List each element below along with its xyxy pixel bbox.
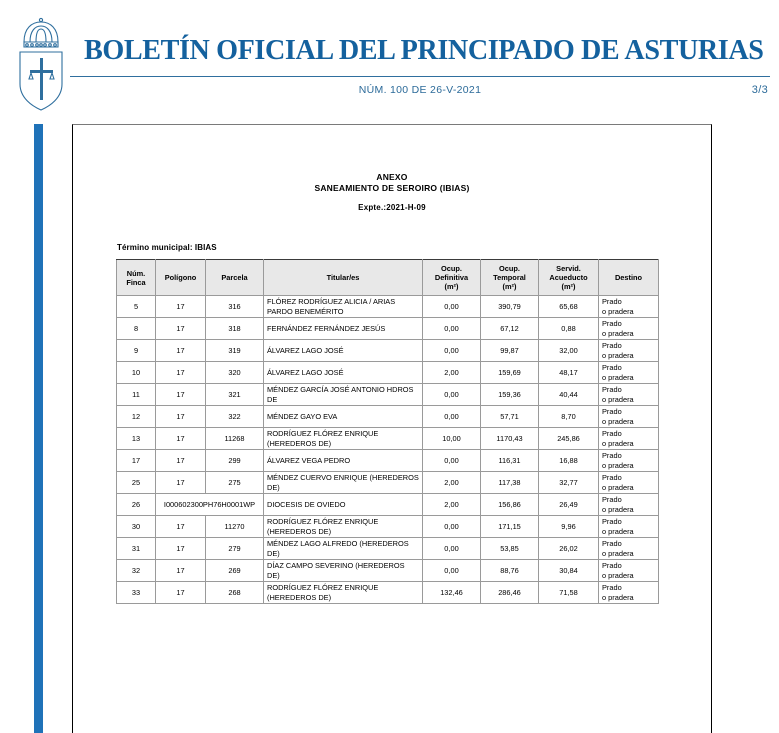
cell-destino [599,538,659,560]
destino-line-2: o pradera [602,504,634,514]
column-header-poligono: Polígono [156,260,206,296]
cell-ocupacion-definitiva: 2,00 [423,472,481,494]
cell-destino [599,406,659,428]
cell-poligono: 17 [156,296,206,318]
cell-finca: 8 [117,318,156,340]
destino-line-1: Prado [602,341,622,350]
column-header-titular: Titular/es [264,260,423,296]
destino-line-2: o pradera [602,328,634,338]
cell-servidumbre-acueducto: 48,17 [539,362,599,384]
municipality-label: Término municipal: IBIAS [117,243,217,252]
cell-poligono: 17 [156,340,206,362]
cell-destino [599,582,659,604]
destino-line-1: Prado [602,319,622,328]
table-row [117,560,659,582]
cell-servidumbre-acueducto: 245,86 [539,428,599,450]
cell-finca: 5 [117,296,156,318]
column-header-servidumbre-acueducto [539,260,599,296]
cell-ocupacion-temporal: 53,85 [481,538,539,560]
ocupdef-header-line-3: (m²) [444,282,459,291]
destino-line-1: Prado [602,517,622,526]
cell-ocupacion-definitiva: 0,00 [423,538,481,560]
annex-title [72,172,712,194]
cell-servidumbre-acueducto: 26,02 [539,538,599,560]
cell-parcela: 316 [206,296,264,318]
cell-destino [599,362,659,384]
cell-parcela: 11270 [206,516,264,538]
cell-servidumbre-acueducto: 32,77 [539,472,599,494]
issue-line [70,84,770,100]
table-row [117,406,659,428]
cell-destino [599,494,659,516]
cell-finca: 13 [117,428,156,450]
cell-parcela: 269 [206,560,264,582]
cell-finca: 26 [117,494,156,516]
ocuptmp-header-line-3: (m²) [502,282,517,291]
expediente-number: Expte.:2021-H-09 [358,203,426,212]
table-row [117,340,659,362]
cell-poligono: 17 [156,428,206,450]
page-title: BOLETÍN OFICIAL DEL PRINCIPADO DE ASTURIAS [84,34,764,66]
servid-header-line-2: Acueducto [549,273,588,282]
destino-line-2: o pradera [602,350,634,360]
cell-destino [599,296,659,318]
table-header-row [117,260,659,296]
cell-parcela: 299 [206,450,264,472]
cell-servidumbre-acueducto: 40,44 [539,384,599,406]
column-header-ocupacion-temporal [481,260,539,296]
destino-line-1: Prado [602,473,622,482]
cell-ocupacion-definitiva: 2,00 [423,494,481,516]
cell-servidumbre-acueducto: 65,68 [539,296,599,318]
destino-line-2: o pradera [602,306,634,316]
cell-ocupacion-definitiva: 2,00 [423,362,481,384]
cell-titular: RODRÍGUEZ FLÓREZ ENRIQUE (HEREDEROS DE) [264,428,423,450]
table-row [117,384,659,406]
cell-finca: 33 [117,582,156,604]
cell-titular: RODRÍGUEZ FLÓREZ ENRIQUE (HEREDEROS DE) [264,582,423,604]
cell-ocupacion-definitiva: 0,00 [423,296,481,318]
cell-ocupacion-temporal: 171,15 [481,516,539,538]
destino-line-1: Prado [602,385,622,394]
cell-parcela: 320 [206,362,264,384]
cell-ocupacion-definitiva: 0,00 [423,384,481,406]
masthead-divider [70,76,770,77]
cell-ocupacion-temporal: 57,71 [481,406,539,428]
cell-ocupacion-temporal: 159,69 [481,362,539,384]
cell-servidumbre-acueducto: 32,00 [539,340,599,362]
destino-line-2: o pradera [602,460,634,470]
cell-titular: MÉNDEZ LAGO ALFREDO (HEREDEROS DE) [264,538,423,560]
destino-line-2: o pradera [602,438,634,448]
asturias-coat-of-arms-icon [10,12,72,112]
cell-titular: ÁLVAREZ VEGA PEDRO [264,450,423,472]
cell-destino [599,560,659,582]
cell-finca: 25 [117,472,156,494]
cell-poligono: 17 [156,384,206,406]
side-accent-bar [34,124,43,733]
cell-titular: ÁLVAREZ LAGO JOSÉ [264,362,423,384]
cell-titular: RODRÍGUEZ FLÓREZ ENRIQUE (HEREDEROS DE) [264,516,423,538]
cell-ocupacion-temporal: 67,12 [481,318,539,340]
cell-servidumbre-acueducto: 26,49 [539,494,599,516]
servid-header-line-3: (m²) [561,282,576,291]
cell-titular: FLÓREZ RODRÍGUEZ ALICIA / ARIAS PARDO BENEMÉRITO [264,296,423,318]
destino-line-2: o pradera [602,416,634,426]
cell-destino [599,318,659,340]
destino-line-1: Prado [602,539,622,548]
destino-line-2: o pradera [602,526,634,536]
annex-title-line-2: SANEAMIENTO DE SEROIRO (IBIAS) [314,183,470,193]
column-header-ocupacion-definitiva [423,260,481,296]
table-row [117,450,659,472]
finca-header-line-1: Núm. [126,268,146,278]
table-row [117,472,659,494]
cell-finca: 32 [117,560,156,582]
ocupdef-header-line-1: Ocup. [441,264,462,273]
cell-servidumbre-acueducto: 30,84 [539,560,599,582]
cell-destino [599,472,659,494]
destino-line-1: Prado [602,363,622,372]
destino-line-2: o pradera [602,570,634,580]
cell-ocupacion-temporal: 99,87 [481,340,539,362]
annex-title-line-1: ANEXO [376,172,408,182]
table-row [117,362,659,384]
cell-ocupacion-temporal: 88,76 [481,560,539,582]
cell-cadastral-reference: I000602300PH76H0001WP [156,494,264,516]
table-row [117,296,659,318]
cell-destino [599,384,659,406]
cell-poligono: 17 [156,406,206,428]
cell-parcela: 319 [206,340,264,362]
cell-destino [599,450,659,472]
cell-ocupacion-definitiva: 0,00 [423,450,481,472]
cell-titular: ÁLVAREZ LAGO JOSÉ [264,340,423,362]
table-row [117,538,659,560]
servid-header-line-1: Servid. [556,264,581,273]
destino-line-1: Prado [602,583,622,592]
issue-number: NÚM. 100 DE 26-V-2021 [358,84,482,96]
cell-ocupacion-definitiva: 132,46 [423,582,481,604]
cell-titular: FERNÁNDEZ FERNÁNDEZ JESÚS [264,318,423,340]
cell-servidumbre-acueducto: 16,88 [539,450,599,472]
cell-parcela: 268 [206,582,264,604]
page-indicator: 3/3 [751,84,768,96]
cell-servidumbre-acueducto: 0,88 [539,318,599,340]
ocuptmp-header-line-1: Ocup. [499,264,520,273]
destino-line-2: o pradera [602,394,634,404]
cell-poligono: 17 [156,516,206,538]
cell-finca: 17 [117,450,156,472]
cell-destino [599,516,659,538]
cell-parcela: 279 [206,538,264,560]
cell-poligono: 17 [156,582,206,604]
cell-ocupacion-temporal: 390,79 [481,296,539,318]
destino-line-1: Prado [602,451,622,460]
destino-line-1: Prado [602,297,622,306]
cell-parcela: 322 [206,406,264,428]
ocupdef-header-line-2: Definitiva [434,273,469,282]
cell-destino [599,340,659,362]
column-header-destino: Destino [599,260,659,296]
column-header-finca [117,260,156,296]
cell-poligono: 17 [156,560,206,582]
cell-finca: 30 [117,516,156,538]
cell-finca: 10 [117,362,156,384]
cell-finca: 12 [117,406,156,428]
cell-servidumbre-acueducto: 9,96 [539,516,599,538]
parcel-table [116,259,659,604]
cell-ocupacion-definitiva: 0,00 [423,516,481,538]
cell-ocupacion-temporal: 156,86 [481,494,539,516]
cell-ocupacion-definitiva: 0,00 [423,318,481,340]
destino-line-2: o pradera [602,372,634,382]
cell-poligono: 17 [156,318,206,340]
table-row [117,494,659,516]
cell-servidumbre-acueducto: 71,58 [539,582,599,604]
cell-poligono: 17 [156,538,206,560]
table-row [117,516,659,538]
cell-ocupacion-temporal: 117,38 [481,472,539,494]
ocuptmp-header-line-2: Temporal [493,273,526,282]
destino-line-1: Prado [602,561,622,570]
cell-ocupacion-definitiva: 0,00 [423,560,481,582]
cell-ocupacion-temporal: 1170,43 [481,428,539,450]
destino-line-1: Prado [602,429,622,438]
destino-line-2: o pradera [602,482,634,492]
cell-poligono: 17 [156,362,206,384]
cell-finca: 31 [117,538,156,560]
cell-parcela: 318 [206,318,264,340]
table-row [117,428,659,450]
cell-titular: MÉNDEZ GARCÍA JOSÉ ANTONIO HDROS DE [264,384,423,406]
cell-ocupacion-temporal: 159,36 [481,384,539,406]
finca-header-line-2: Finca [126,277,146,287]
table-row [117,582,659,604]
cell-finca: 11 [117,384,156,406]
cell-parcela: 275 [206,472,264,494]
destino-line-1: Prado [602,407,622,416]
cell-titular: DÍAZ CAMPO SEVERINO (HEREDEROS DE) [264,560,423,582]
cell-finca: 9 [117,340,156,362]
cell-parcela: 11268 [206,428,264,450]
cell-ocupacion-definitiva: 10,00 [423,428,481,450]
cell-ocupacion-definitiva: 0,00 [423,340,481,362]
cell-servidumbre-acueducto: 8,70 [539,406,599,428]
destino-line-2: o pradera [602,548,634,558]
cell-ocupacion-definitiva: 0,00 [423,406,481,428]
cell-parcela: 321 [206,384,264,406]
cell-ocupacion-temporal: 116,31 [481,450,539,472]
destino-line-1: Prado [602,495,622,504]
cell-titular: DIOCESIS DE OVIEDO [264,494,423,516]
cell-poligono: 17 [156,472,206,494]
column-header-parcela: Parcela [206,260,264,296]
destino-line-2: o pradera [602,592,634,602]
cell-titular: MÉNDEZ GAYO EVA [264,406,423,428]
masthead [0,0,779,112]
cell-destino [599,428,659,450]
cell-poligono: 17 [156,450,206,472]
cell-titular: MÉNDEZ CUERVO ENRIQUE (HEREDEROS DE) [264,472,423,494]
cell-ocupacion-temporal: 286,46 [481,582,539,604]
table-body [117,296,659,604]
table-row [117,318,659,340]
